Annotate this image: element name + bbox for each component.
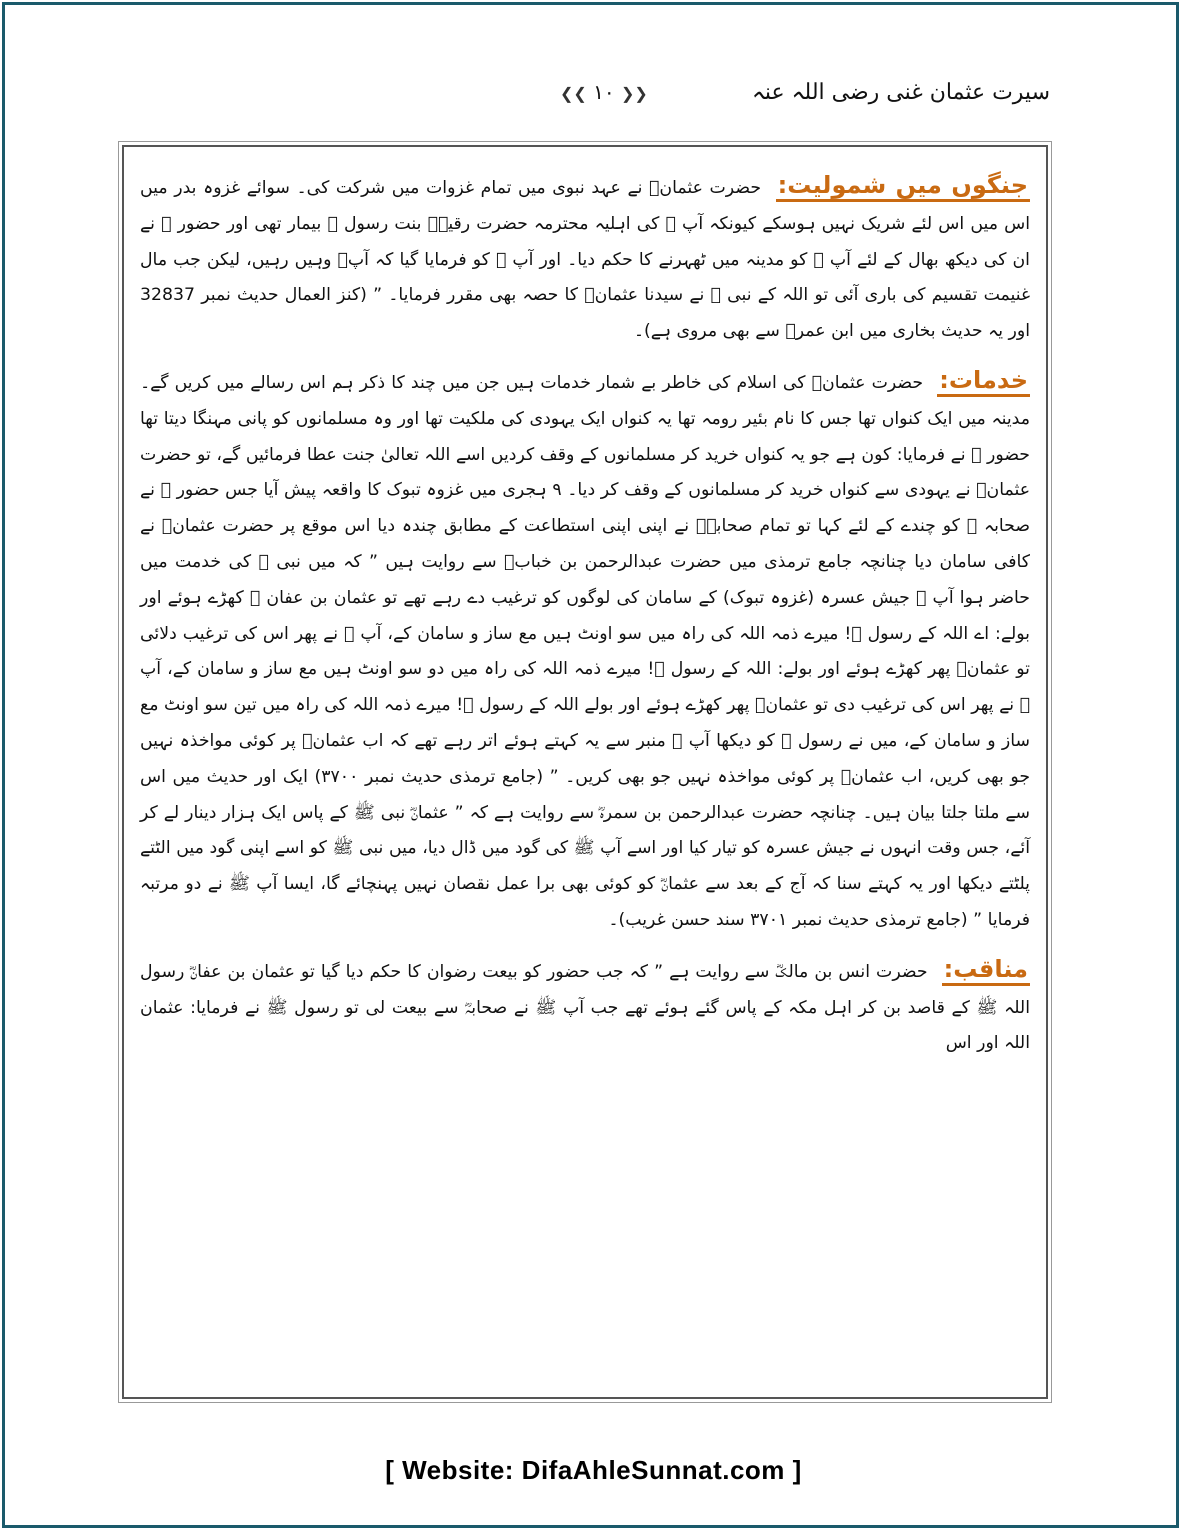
website-footer: [ Website: DifaAhleSunnat.com ] (385, 1455, 802, 1485)
section-body: حضرت عثمانؓ کی اسلام کی خاطر بے شمار خدمات ہیں جن میں چند کا ذکر ہم اس رسالے میں کریں گے۔ مدینہ میں ایک کنواں تھا جس کا نام بئیر رومہ تھا یہ کنواں ایک یہودی کی ملکیت تھا اور وہ مسلمانوں کو پانی مہنگا دیتا تھا حضور ﷺ نے فرمایا: کون ہے جو یہ کنواں خرید کر مسلمانوں کے وقف کردیں اسے اللہ تعالیٰ جنت عطا فرمائیں گے، تو حضرت عثمانؓ نے یہودی سے کنواں خرید کر مسلمانوں کے وقف کر دیا۔ ۹ ہجری میں غزوہ تبوک کا واقعہ پیش آیا جس حضور ﷺ نے صحابہ ؓ کو چندے کے لئے کہا تو تمام صحابہؓ نے اپنی اپنی استطاعت کے مطابق چندہ دیا اس موقع پر حضرت عثمانؓ نے کافی سامان دیا چنانچہ جامع ترمذی میں حضرت عبدالرحمن بن خبابؓ سے روایت ہیں ” کہ میں نبی ﷺ کی خدمت میں حاضر ہوا آپ ﷺ جیش عسرہ (غزوہ تبوک) کے سامان کی لوگوں کو ترغیب دے رہے تھے تو عثمان بن عفان ؓ کھڑے ہوئے اور بولے: اے اللہ کے رسول ﷺ! میرے ذمہ اللہ کی راہ میں سو اونٹ ہیں مع ساز و سامان کے، آپ ﷺ نے پھر اس کی ترغیب دلائی تو عثمانؓ پھر کھڑے ہوئے اور بولے: اللہ کے رسول ﷺ! میرے ذمہ اللہ کی راہ میں دو سو اونٹ ہیں مع ساز و سامان کے، آپ ﷺ نے پھر اس کی ترغیب دی تو عثمانؓ پھر کھڑے ہوئے اور بولے اللہ کے رسول ﷺ! میرے ذمہ اللہ کی راہ میں تین سو اونٹ مع ساز و سامان کے، میں نے رسول ﷺ کو دیکھا آپ ﷺ منبر سے یہ کہتے ہوئے اتر رہے تھے کہ اب عثمانؓ پر کوئی مواخذہ نہیں جو بھی کریں، اب عثمانؓ پر کوئی مواخذہ نہیں جو بھی کریں۔ ” (جامع ترمذی حدیث نمبر ۳۷۰۰) ایک اور حدیث میں اس سے ملتا جلتا بیان ہیں۔ چنانچہ حضرت عبدالرحمن بن سمرہؓ سے روایت ہے کہ ” عثمانؓ نبی ﷺ کے پاس ایک ہزار دینار لے کر آئے، جس وقت انہوں نے جیش عسرہ کو تیار کیا اور اسے آپ ﷺ کی گود میں ڈال دیا، میں نبی ﷺ کو اسے اپنی گود میں الٹتے پلٹتے دیکھا اور یہ کہتے سنا کہ آج کے بعد سے عثمانؓ کو کوئی بھی برا عمل نقصان نہیں پہنچائے گا، ایسا آپ ﷺ نے دو مرتبہ فرمایا ” (جامع ترمذی حدیث نمبر ۳۷۰۱ سند حسن غریب)۔ (140, 372, 1030, 930)
page-header (120, 72, 1050, 122)
ornament-right-icon: ❯❯ (621, 84, 648, 103)
section-services (140, 364, 1030, 939)
section-heading: جنگوں میں شمولیت: (776, 171, 1030, 202)
section-heading: خدمات: (937, 366, 1030, 397)
section-body: حضرت انس بن مالکؓ سے روایت ہے ” کہ جب حضور کو بیعت رضوان کا حکم دیا گیا تو عثمان بن عفانؓ رسول اللہ ﷺ کے قاصد بن کر اہل مکہ کے پاس گئے ہوئے تھے جب آپ ﷺ نے صحابہؓ سے بیعت لی تو رسول ﷺ نے فرمایا: عثمان اللہ اور اس (140, 961, 1030, 1054)
running-title: سیرت عثمان غنی رضی اللہ عنہ (752, 80, 1050, 105)
section-participation-in-battles (140, 169, 1030, 350)
page-number (560, 80, 648, 104)
section-body: حضرت عثمانؓ نے عہد نبوی میں تمام غزوات میں شرکت کی۔ سوائے غزوہ بدر میں اس میں اس لئے شریک نہیں ہوسکے کیونکہ آپ ؓ کی اہلیہ محترمہ حضرت رقیہؓ بنت رسول ﷺ بیمار تھی اور حضور ﷺ نے ان کی دیکھ بھال کے لئے آپ ؓ کو مدینہ میں ٹھہرنے کا حکم دیا۔ اور آپ ؓ کو فرمایا گیا کہ آپؓ وہیں رہیں، لیکن جب مال غنیمت تقسیم کی باری آئی تو اللہ کے نبی ﷺ نے سیدنا عثمانؓ کا حصہ بھی مقرر فرمایا۔ ” (کنز العمال حدیث نمبر 32837 اور یہ حدیث بخاری میں ابن عمرؓ سے بھی مروی ہے)۔ (140, 178, 1030, 342)
page-number-value: ۱۰ (593, 80, 615, 104)
content-box (122, 145, 1048, 1399)
section-heading: مناقب: (942, 955, 1030, 986)
section-virtues (140, 953, 1030, 1062)
ornament-left-icon: ❮❮ (560, 84, 587, 103)
